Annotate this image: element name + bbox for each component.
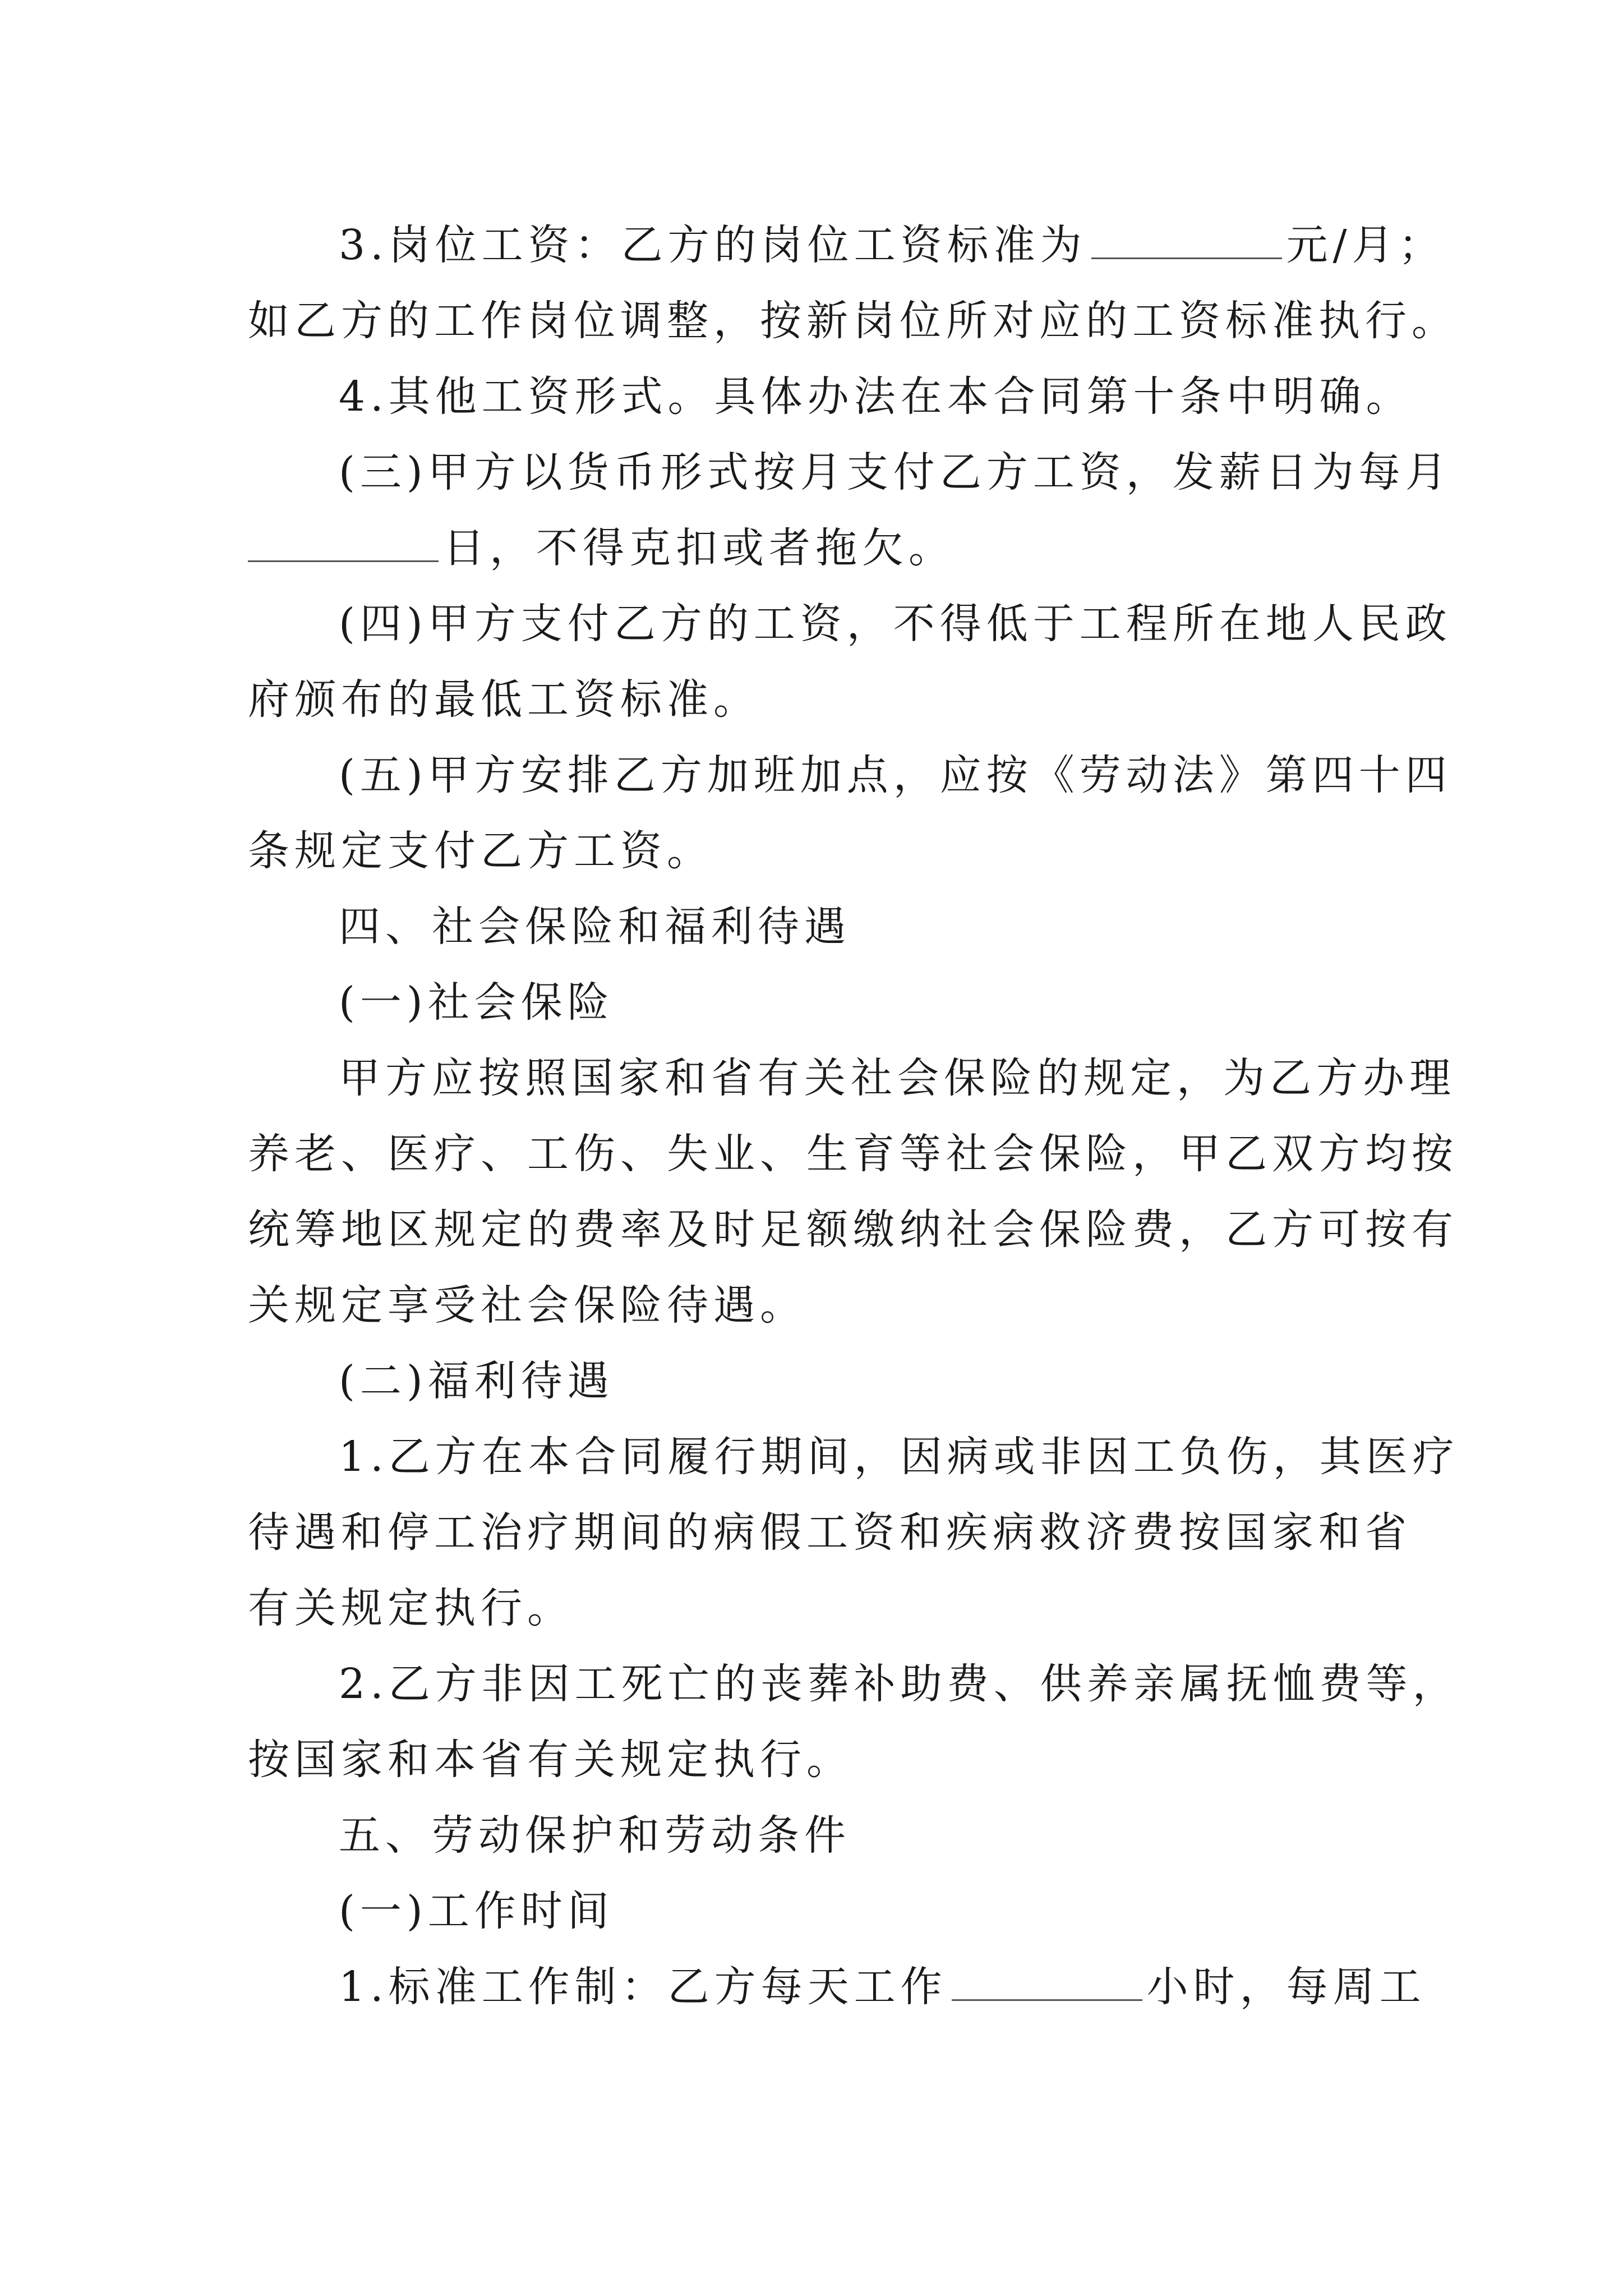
line-text: 五、劳动保护和劳动条件 [339,1811,851,1860]
line-text: 1.标准工作制：乙方每天工作 [339,1963,947,2011]
line-text: 有关规定执行。 [248,1584,574,1632]
line-text: 统筹地区规定的费率及时足额缴纳社会保险费，乙方可按有 [248,1205,1458,1254]
line-text: 甲方应按照国家和省有关社会保险的规定，为乙方办理 [339,1054,1456,1102]
subsection-heading [339,974,614,1030]
line-text: 四、社会保险和福利待遇 [339,903,851,951]
text-line [339,217,1445,273]
line-text: (一)工作时间 [339,1887,614,1935]
line-text: 关规定享受社会保险待遇。 [248,1281,806,1329]
text-line [248,1580,574,1636]
line-text: 府颁布的最低工资标准。 [248,675,760,724]
text-line [339,1429,1459,1485]
line-text: 元/月； [1286,221,1445,269]
line-text: (二)福利待遇 [339,1357,614,1405]
line-text: 1.乙方在本合同履行期间，因病或非因工负伤，其医疗 [339,1433,1459,1481]
text-line [339,1050,1456,1106]
fill-in-blank [1091,218,1282,259]
text-line [248,520,955,576]
section-heading [339,1807,851,1864]
line-text: 日，不得克扣或者拖欠。 [443,524,955,572]
text-line [339,596,1452,652]
line-text: 如乙方的工作岗位调整，按新岗位所对应的工资标准执行。 [248,297,1458,345]
line-text: 养老、医疗、工伤、失业、生育等社会保险，甲乙双方均按 [248,1130,1458,1178]
text-line [248,823,713,879]
line-text: (四)甲方支付乙方的工资，不得低于工程所在地人民政 [339,600,1452,648]
line-text: 待遇和停工治疗期间的病假工资和疾病救济费按国家和省 [248,1508,1412,1557]
line-text: 3.岗位工资：乙方的岗位工资标准为 [339,221,1087,269]
subsection-heading [339,1883,614,1939]
line-text: (三)甲方以货币形式按月支付乙方工资，发薪日为每月 [339,448,1452,496]
fill-in-blank [248,521,439,562]
text-line [248,1202,1458,1258]
text-line [248,1126,1458,1182]
line-text: 条规定支付乙方工资。 [248,827,713,875]
text-line [339,1656,1459,1712]
text-line [339,1959,1426,2015]
text-line [248,1732,853,1788]
line-text: 2.乙方非因工死亡的丧葬补助费、供养亲属抚恤费等， [339,1660,1459,1708]
fill-in-blank [952,1960,1142,2001]
line-text: 4.其他工资形式。具体办法在本合同第十条中明确。 [339,372,1413,421]
section-heading [339,899,851,955]
text-line [248,293,1458,349]
line-text: 小时，每周工 [1146,1963,1426,2011]
line-text: 按国家和本省有关规定执行。 [248,1736,853,1784]
line-text: (一)社会保险 [339,978,614,1027]
text-line [248,1277,806,1333]
text-line [339,747,1452,803]
text-line [339,369,1413,425]
line-text: (五)甲方安排乙方加班加点，应按《劳动法》第四十四 [339,751,1452,799]
text-line [248,671,760,728]
text-line [248,1504,1412,1561]
subsection-heading [339,1353,614,1409]
text-line [339,444,1452,500]
